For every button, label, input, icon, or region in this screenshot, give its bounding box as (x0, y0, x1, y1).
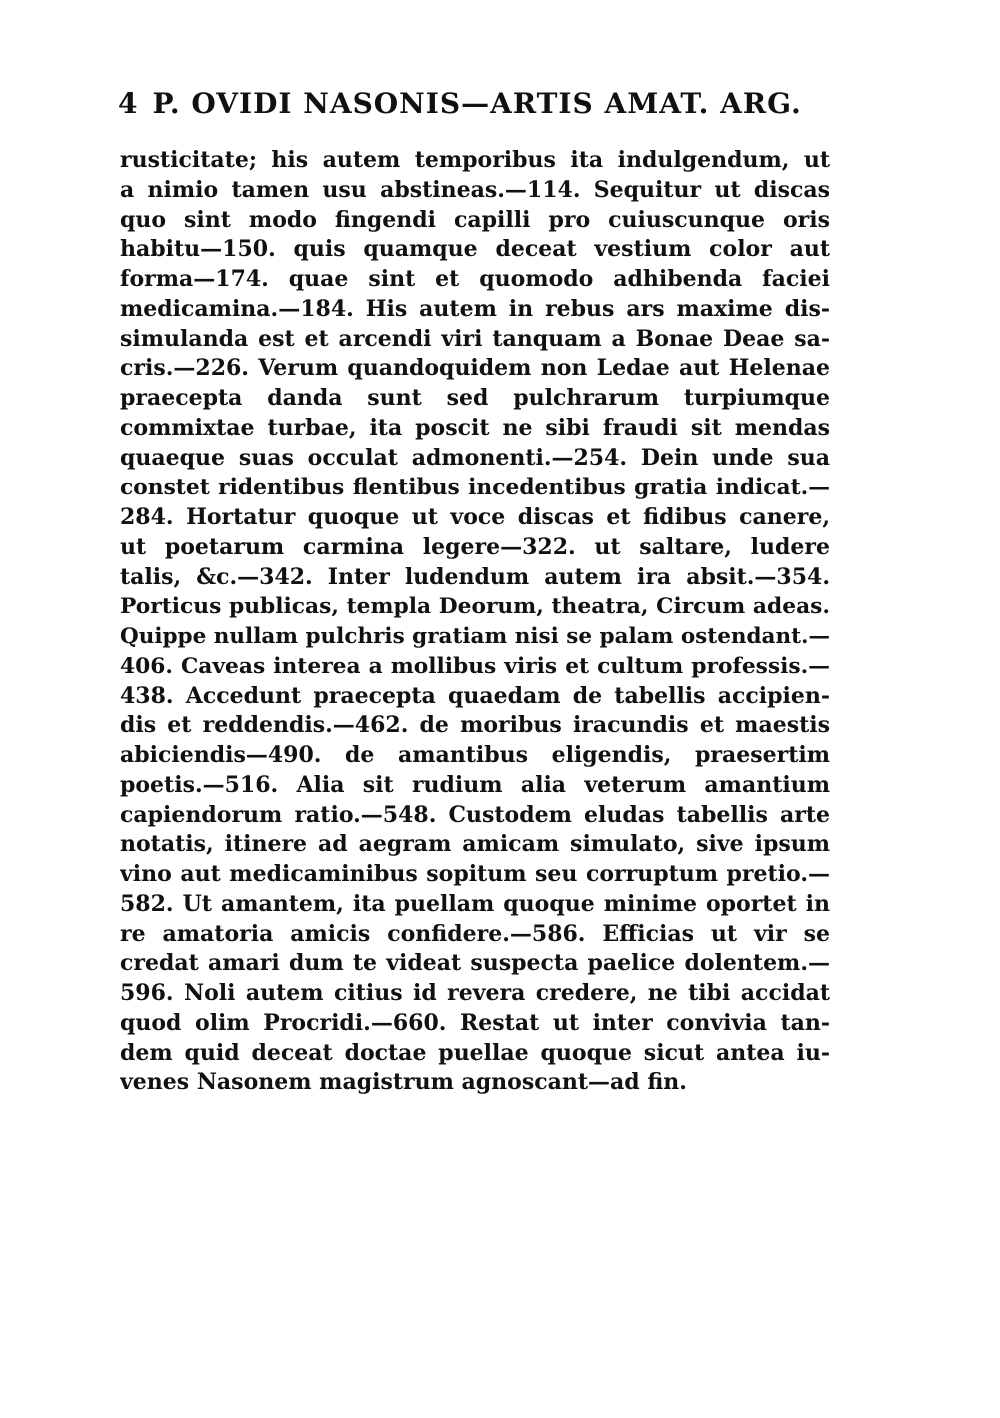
text-line: 596. Noli autem citius id revera credere, ne tibi accidat (120, 980, 830, 1006)
text-line: simulanda est et arcendi viri tanquam a Bonae Deae sa- (120, 325, 830, 352)
text-line: vino aut medicaminibus sopitum seu corruptum pretio.— (120, 861, 830, 887)
text-line: dem quid deceat doctae puellae quoque sicut antea iu- (120, 1039, 830, 1066)
text-line: forma—174. quae sint et quomodo adhibenda faciei (120, 266, 830, 292)
text-line: notatis, itinere ad aegram amicam simulato, sive ipsum (120, 831, 830, 858)
text-line: a nimio tamen usu abstineas.—114. Sequitur ut discas (120, 176, 830, 203)
running-head (118, 84, 830, 124)
running-title: P. OVIDI NASONIS—ARTIS AMAT. ARG. (152, 87, 802, 120)
text-line: quaeque suas occulat admonenti.—254. Dein unde sua (120, 444, 830, 471)
text-line: abiciendis—490. de amantibus eligendis, praesertim (120, 742, 830, 768)
text-line: rusticitate; his autem temporibus ita indulgendum, ut (120, 147, 830, 173)
text-line: venes Nasonem magistrum agnoscant—ad fin. (120, 1069, 687, 1096)
text-line: 284. Hortatur quoque ut voce discas et fidibus canere, (120, 504, 830, 530)
text-line: Porticus publicas, templa Deorum, theatra, Circum adeas. (120, 594, 830, 620)
text-line: cris.—226. Verum quandoquidem non Ledae aut Helenae (120, 355, 830, 382)
text-line: re amatoria amicis confidere.—586. Efficias ut vir se (120, 920, 830, 947)
text-line: quod olim Procridi.—660. Restat ut inter convivia tan- (120, 1009, 830, 1036)
text-line: Quippe nullam pulchris gratiam nisi se palam ostendant.— (120, 624, 830, 649)
text-line: praecepta danda sunt sed pulchrarum turpiumque (120, 385, 830, 411)
text-line: 582. Ut amantem, ita puellam quoque minime oportet in (120, 890, 830, 917)
text-line: poetis.—516. Alia sit rudium alia veterum amantium (120, 771, 830, 798)
argument-text (120, 146, 830, 1098)
text-line: commixtae turbae, ita poscit ne sibi fraudi sit mendas (120, 414, 830, 441)
page-number: 4 (118, 87, 139, 120)
text-line: medicamina.—184. His autem in rebus ars maxime dis- (120, 295, 830, 322)
text-line: talis, &c.—342. Inter ludendum autem ira absit.—354. (120, 563, 830, 590)
text-line: capiendorum ratio.—548. Custodem eludas tabellis arte (120, 801, 830, 828)
text-line: 406. Caveas interea a mollibus viris et cultum professis.— (120, 653, 830, 679)
text-line: dis et reddendis.—462. de moribus iracundis et maestis (120, 712, 830, 739)
text-line: habitu—150. quis quamque deceat vestium color aut (120, 236, 830, 263)
text-line: ut poetarum carmina legere—322. ut saltare, ludere (120, 533, 830, 560)
text-line: constet ridentibus flentibus incedentibus gratia indicat.— (120, 475, 830, 501)
text-line: credat amari dum te videat suspecta paelice dolentem.— (120, 950, 830, 977)
text-line: quo sint modo fingendi capilli pro cuiuscunque oris (120, 206, 830, 233)
text-line: 438. Accedunt praecepta quaedam de tabellis accipien- (120, 682, 830, 709)
